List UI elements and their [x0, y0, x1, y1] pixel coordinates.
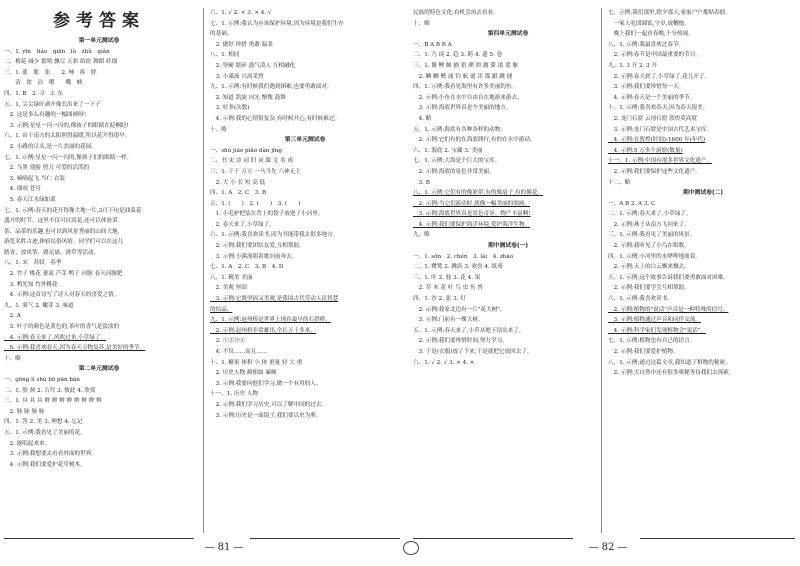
answer-line: 七、1. 示例:我认为应该保护环境,因为环境是我们生存	[210, 20, 344, 27]
answer-line: 2. 能唱起来来。	[4, 440, 51, 447]
answer-line: 三、1. 示例:我看见了美丽的风景。	[608, 232, 696, 239]
answer-line: 2. 大 小 长 短 高 低	[210, 179, 266, 186]
answer-line: 1. 小毛驴把装在背上的袋子放进了小河里。	[210, 211, 324, 218]
answer-line: 八、1. 相同	[210, 52, 240, 59]
answer-line: 三、1. 具 具 具 辫 辫 辫 辫 辫 辫 辫 辫	[4, 398, 102, 405]
answer-line: 4. 示例:科学家们发现植物会"说话"。	[608, 327, 707, 334]
answer-line: 4. 示例:春天来了,风吹过来,小草绿了。	[4, 334, 107, 341]
answer-line: 2. 做好 珍惜 勇敢 温柔	[210, 41, 273, 48]
column-1	[4, 8, 194, 538]
answer-line: 十一、1. 历史 人物	[210, 391, 259, 398]
answer-line: 3. 示例:它既坚固又美观,是我国古代劳动人民智慧	[210, 296, 339, 303]
answer-line: 七、1. 示例:植物也有自己的语言。	[608, 338, 696, 345]
answer-line: 盛开的时节。这里不仅可以赏花,还可以体验采	[4, 218, 118, 225]
answer-line: 2. 这是多么有趣的一幅图画呀!	[4, 112, 87, 119]
answer-line: 一、A B 2. A 3. C	[608, 200, 656, 207]
answer-line: 踏青、放风筝、踢足球、滑草等活动。	[4, 249, 100, 256]
answer-line: 2. 示例:海底的景色非常美丽。	[413, 168, 495, 175]
answer-line: 3. 鸭先知 竹外桃花	[4, 281, 58, 288]
answer-line: 二、梅花 减少 繁殖 飘尽 五彩 缤纷 舞蹈 纤细	[4, 59, 118, 66]
answer-line: 四、1. 示例:小河里的水哗哗地流着。	[608, 253, 701, 260]
section-heading: 第三单元测试卷	[284, 137, 326, 144]
section-heading: 第一单元测试卷	[78, 38, 120, 44]
answer-line: 5. 春天江水绿如蓝	[4, 196, 56, 203]
section-heading: 期中测试卷(二)	[682, 190, 724, 197]
answer-line: 3. 示例:我们要珍惜每一天。	[608, 84, 685, 91]
answer-line: 5. 示例:我喜欢春天,因为春天万物复苏,是美好的季节。	[4, 345, 146, 352]
answer-line: 3. ①②③④	[210, 338, 246, 345]
answer-line: 3. 示例:门前有一棵大树。	[413, 317, 484, 324]
answer-line: 4. 示例:这首诗写了诗人对春天的喜爱之情。	[4, 292, 120, 299]
answer-line: 2. 坚硬 瞎碎 盛气凌人 互相融化	[210, 62, 296, 69]
section-heading: 第二单元测试卷	[78, 366, 120, 373]
answer-line: 六、1. √ 2. √ 3. × 4. ×	[413, 359, 475, 366]
page-title: 参考答案	[53, 11, 145, 31]
answer-line: 3. 小溪流 兴高采烈	[210, 73, 264, 80]
answer-line: 2. 示例:它们有的在海底爬行,有的在水中游动。	[413, 137, 536, 144]
answer-line: 三、1. 叶 2. 枝 3. 花 4. 果	[413, 274, 481, 281]
answer-line: 九、1. 示例:有时候我们遇到困难,也要勇敢面对。	[210, 84, 333, 91]
answer-line: 2. 历史人物 蔺相如 廉颇	[210, 370, 277, 377]
answer-line: 二、1. 乃 谈 2. 趋 3. 跨 4. 遗 5. 卷	[413, 52, 503, 59]
answer-line: 4. 示例:我的心情很复杂,有时候开心,有时候难过。	[210, 115, 341, 122]
answer-line: 2. 示例:我们要珍惜时间,努力学习。	[413, 338, 508, 345]
answer-line: 十一、1. 示例:中国有很多世界文化遗产。	[608, 158, 713, 165]
answer-line: 4. 示例:5 万多个洞窟(数量)	[608, 147, 683, 154]
answer-line: 七、1. A 2. C 3. B 4. D	[210, 264, 284, 271]
answer-line: 七、1. 示例:大海是个巨大的宝库。	[413, 158, 501, 165]
answer-line: 2. 示例:我们要保护这些文化遗产。	[608, 168, 701, 175]
answer-line: 二、1. 脸 颈 2. 古代 3. 彼此 4. 欣赏	[4, 387, 96, 394]
answer-line: 六、1. √ 2. × 3. × 4. √	[210, 10, 272, 16]
answer-line: 2. 示例:我们要学会互相帮助。	[608, 285, 690, 292]
answer-line: 九、1. 3 开 2. 3 开	[608, 62, 658, 69]
answer-line: 十、略	[4, 355, 21, 362]
page-number-left: — 81 —	[204, 542, 244, 553]
section-heading: 第四单元测试卷	[487, 31, 529, 38]
column-4	[608, 8, 798, 538]
answer-line: 2. 竹子 桃花 蒌蒿 芦芽 鸭子 河豚 春天河豚肥	[4, 271, 123, 278]
answer-line: 2. 草 木 花 叶 鸟 虫 鱼 兽	[413, 285, 483, 292]
answer-line: 2. 示例:当它们游动时,就像一幅美丽的图画。	[413, 200, 531, 207]
answer-line: 2. 示例:燕子从南方飞回来了。	[608, 221, 690, 228]
footer-rule-left-2	[250, 538, 400, 539]
answer-line: 2. 示例:大自然中还有很多奥秘等待我们去探索。	[608, 370, 735, 377]
answer-line: 一、ɡōnɡ lì shù bō pān bān	[4, 377, 80, 383]
answer-line: 八、1. 宋 苏轼 春季	[4, 260, 62, 267]
answer-line: 六、1. 由于南方的太阳照得温暖,所以花开得很早。	[4, 133, 131, 140]
column-3	[413, 8, 603, 538]
answer-line: 4. 细雨 苍穹	[4, 186, 41, 193]
answer-line: 2. 示例:小鱼在水中自由自在地游来游去。	[413, 94, 523, 101]
answer-line: 4. 示例:在敦煌(时间):1600 年(年代)	[608, 137, 706, 144]
answer-line: 四、1. B 2. 寻 3. 东	[4, 90, 64, 97]
answer-line: 四、1. A 2. C 3. B	[210, 190, 267, 197]
answer-line: 九、1. 雾气 2. 嫩芽 3. 味道	[4, 302, 74, 309]
answer-line: 3. 嘀嘀起飞 当仁 衣装	[4, 175, 66, 182]
answer-line: 五、1. 示例:我看见了美丽的花。	[4, 429, 86, 436]
answer-line: 二、1. 示例:春天来了,小草绿了。	[608, 211, 692, 218]
answer-line: 八、1. 示例:通过这篇文章,我知道了植物的秘密。	[608, 359, 731, 366]
center-fold-mark	[403, 541, 419, 555]
answer-line: 五、1. 示例:海底有各种各样的动物。	[413, 126, 506, 133]
answer-line: 十、略	[210, 126, 227, 133]
answer-line: 2. 示例:天上的白云飘来飘去。	[608, 264, 690, 271]
page-number-right: — 82 —	[588, 542, 628, 553]
answer-line: 2. 鳞 鲫 鳍 涌 钓 航 诞 详 谍 跟 跳 捷	[413, 73, 513, 80]
answer-line: 三、1. 涨 胀 张 2. 柿 拆 胖	[4, 69, 97, 76]
answer-line: 2. 示例:我家北边有一片"花大树"。	[413, 306, 506, 313]
answer-line: 的基础。	[210, 31, 233, 38]
answer-line: 一、shǔ jiāo piāo dàn jǐnɡ	[210, 147, 282, 154]
column-2	[210, 8, 400, 538]
answer-line: 3. 叶子的颜色是黄色的,茶叶的香气是淡淡的	[4, 324, 120, 331]
answer-line: 清 浓 沾 喂 嘴 峡	[4, 80, 83, 87]
section-heading: 期中测试卷(一)	[487, 243, 529, 250]
answer-line: 4. 略	[413, 115, 432, 122]
answer-line: 3. 示例:龙门石窟是中国古代艺术宝库。	[608, 126, 713, 133]
answer-line: 2. 示例:我们要爱护植物。	[608, 349, 679, 355]
answer-line: 晚上我们一起看春晚,十分热闹。	[608, 31, 694, 38]
answer-line: 八、1. 精美 美丽	[210, 274, 253, 281]
answer-line: 2. 乌黑 翅膀 剪刀 可爱的活泼的	[4, 165, 90, 172]
answer-line: 2. 示例:春节是中国最重要的节日。	[608, 52, 701, 59]
answer-line: 九、1. 示例:赵州桥是世界上现存最早的石拱桥。	[210, 317, 331, 324]
answer-line: 二、1. 鹭鸶 2. 跳跃 3. 欢喜 4. 纸鸢	[413, 264, 503, 271]
answer-line: 3. 示例:星星一闪一闪的,像孩子的眼睛在眨啊眨!	[4, 122, 129, 129]
answer-line: 九、略	[413, 232, 430, 239]
answer-line: 游览名胜古迹,体验民俗风情。同学们可以在这儿	[4, 239, 124, 246]
footer-rule-right	[413, 538, 573, 539]
answer-line: 二、书 宋 诗 词 旧 词 课 文 名 成	[210, 158, 294, 165]
answer-line: 五、1. 尖尖绿叶剥开像长出来了一下子	[4, 101, 101, 108]
answer-line: 2. 知道 凯旋 闪光 惭愧 鼓舞	[210, 94, 286, 101]
answer-line: 四、1. 答 2. 美 3. 理想 4. 忘记	[4, 419, 83, 426]
answer-line: 4. 示例:我们要保护海洋环境,爱护海洋生物。	[413, 221, 531, 228]
answer-line: 八、1. 示例:我最喜欢过春节。	[608, 41, 685, 48]
answer-line: 2. 示例:植物的"说话"声音是一种特殊的信号。	[608, 306, 729, 313]
answer-line: 2. 示例:春天到了,小草绿了,花儿开了。	[608, 73, 711, 80]
answer-line: 3. 示例:海底世界真是个美丽的地方。	[413, 105, 512, 112]
answer-line: 2. 美观 坚固	[210, 285, 247, 292]
answer-line: 十、略	[413, 20, 430, 27]
answer-line: 五、1. ( ) 2. ( ) 3. ( )	[210, 200, 301, 207]
answer-line: 八、1. 示例:它们有的像彩带,有的像扇子,有的像花。	[413, 190, 544, 197]
answer-line: 一家人吃团圆饭,守岁,放鞭炮。	[608, 20, 690, 27]
answer-line: 4. 示例:春天是一个美丽的季节。	[608, 94, 696, 101]
answer-line: 三、1. 干干 万万 一马当先 六神无主	[210, 168, 301, 175]
answer-line: 3. B	[413, 179, 430, 186]
answer-line: 3. 示例:植物通过声音和同伴交流。	[608, 317, 701, 324]
answer-line: 3. 于是(衣服)放了下来,于是就把它放回去了。	[413, 349, 533, 355]
answer-line: 七、1. 示例:星星一闪一闪的,像孩子们的眼睛一样。	[4, 154, 133, 161]
answer-line: 2. 小路的尽头,是一片美丽的花园。	[4, 143, 97, 150]
answer-line: 2. 脉 脉 脉 脉	[4, 408, 45, 415]
answer-line: 3. 示例:历史是一面镜子,我们要以史为鉴。	[210, 412, 322, 419]
answer-line: 十、1. 示例:我喜欢春天,因为春天很美。	[608, 105, 709, 112]
answer-line: 2. 春天来了,小草绿了。	[210, 221, 275, 228]
answer-line: 四、1. 示例:我看见海里有许多美丽的鱼。	[413, 84, 518, 91]
answer-line: 4. 不仅……而且……	[210, 349, 268, 355]
answer-line: 七、1. 示例:春天的花开得像大地一片,3月下旬是油菜花	[4, 207, 142, 214]
answer-line: 3. 示例:我想要去看看外面的世界。	[4, 451, 97, 458]
footer-rule-left	[4, 538, 194, 539]
answer-line: 一、B A B B A	[413, 41, 452, 48]
answer-line: 2. A	[4, 313, 21, 320]
answer-line: 六、1. 示例:我喜欢读书,因为书能带我去很多地方。	[210, 232, 339, 239]
answer-line: 民族的特色文化,有机会再去看看。	[413, 10, 499, 16]
answer-line: 3. 示例:小溪流唱着歌向前奔去。	[210, 253, 298, 260]
answer-line: 茶、品茶的乐趣,也可以到风景秀丽的山间大地,	[4, 228, 120, 235]
answer-line: 十二、略	[608, 179, 631, 186]
answer-line: 2. 示例:我听见了小鸟在唱歌。	[608, 243, 690, 250]
answer-line: 2. 示例:我们学习历史,可以了解中国的过去。	[210, 401, 328, 408]
answer-line: 3. 好多(次数)	[210, 105, 250, 112]
answer-line: 四、1. 沙 2. 张 3. 灯	[413, 296, 466, 303]
answer-line: 三、1. 鳌 鲤 鲸 捕 猎 溯 溃 激 滞 诸 谎 躯	[413, 62, 518, 69]
answer-line: 七、示例:我们那里,除夕那天,家家户户都贴春联。	[608, 10, 731, 16]
answer-line: 一、1. sǒn 2. chén 3. lài 4. zhāo	[413, 253, 514, 260]
answer-line: 2. 龙门石窟 云冈石窟 敦煌莫高窟	[608, 115, 697, 122]
answer-line: 3. 示例:我要向他们学习,做一个有用的人。	[210, 380, 322, 387]
answer-line: 3. 示例:海底世界真是景色奇异、物产丰富啊!	[413, 211, 531, 218]
answer-line: 的结晶。	[210, 306, 233, 313]
answer-line: 六、1. 示例:我喜欢读书。	[608, 296, 673, 303]
answer-line: 十、1. 糖果 体积 小 体 重量 轻 大 重	[210, 359, 303, 366]
answer-line: 2. 示例:赵州桥非常雄伟,全长五十多米。	[210, 327, 316, 334]
answer-line: 一、1. yīn tiáo qiān lǔ zhǔ qiǎn	[4, 48, 110, 55]
answer-line: 六、1. 海底 2. 宝藏 3. 美丽	[413, 147, 483, 154]
answer-line: 4. 示例:我们要爱护花草树木。	[4, 461, 86, 468]
answer-line: 五、1. 示例:这个故事告诉我们要勇敢面对困难。	[608, 274, 729, 281]
answer-line: 五、1. 示例:春天来了,小草从地下钻出来了。	[413, 327, 525, 334]
footer-rule-right-2	[640, 538, 795, 539]
column-divider	[203, 8, 204, 533]
answer-line: 2. 示例:我们要团结友爱,互相帮助。	[210, 243, 305, 250]
